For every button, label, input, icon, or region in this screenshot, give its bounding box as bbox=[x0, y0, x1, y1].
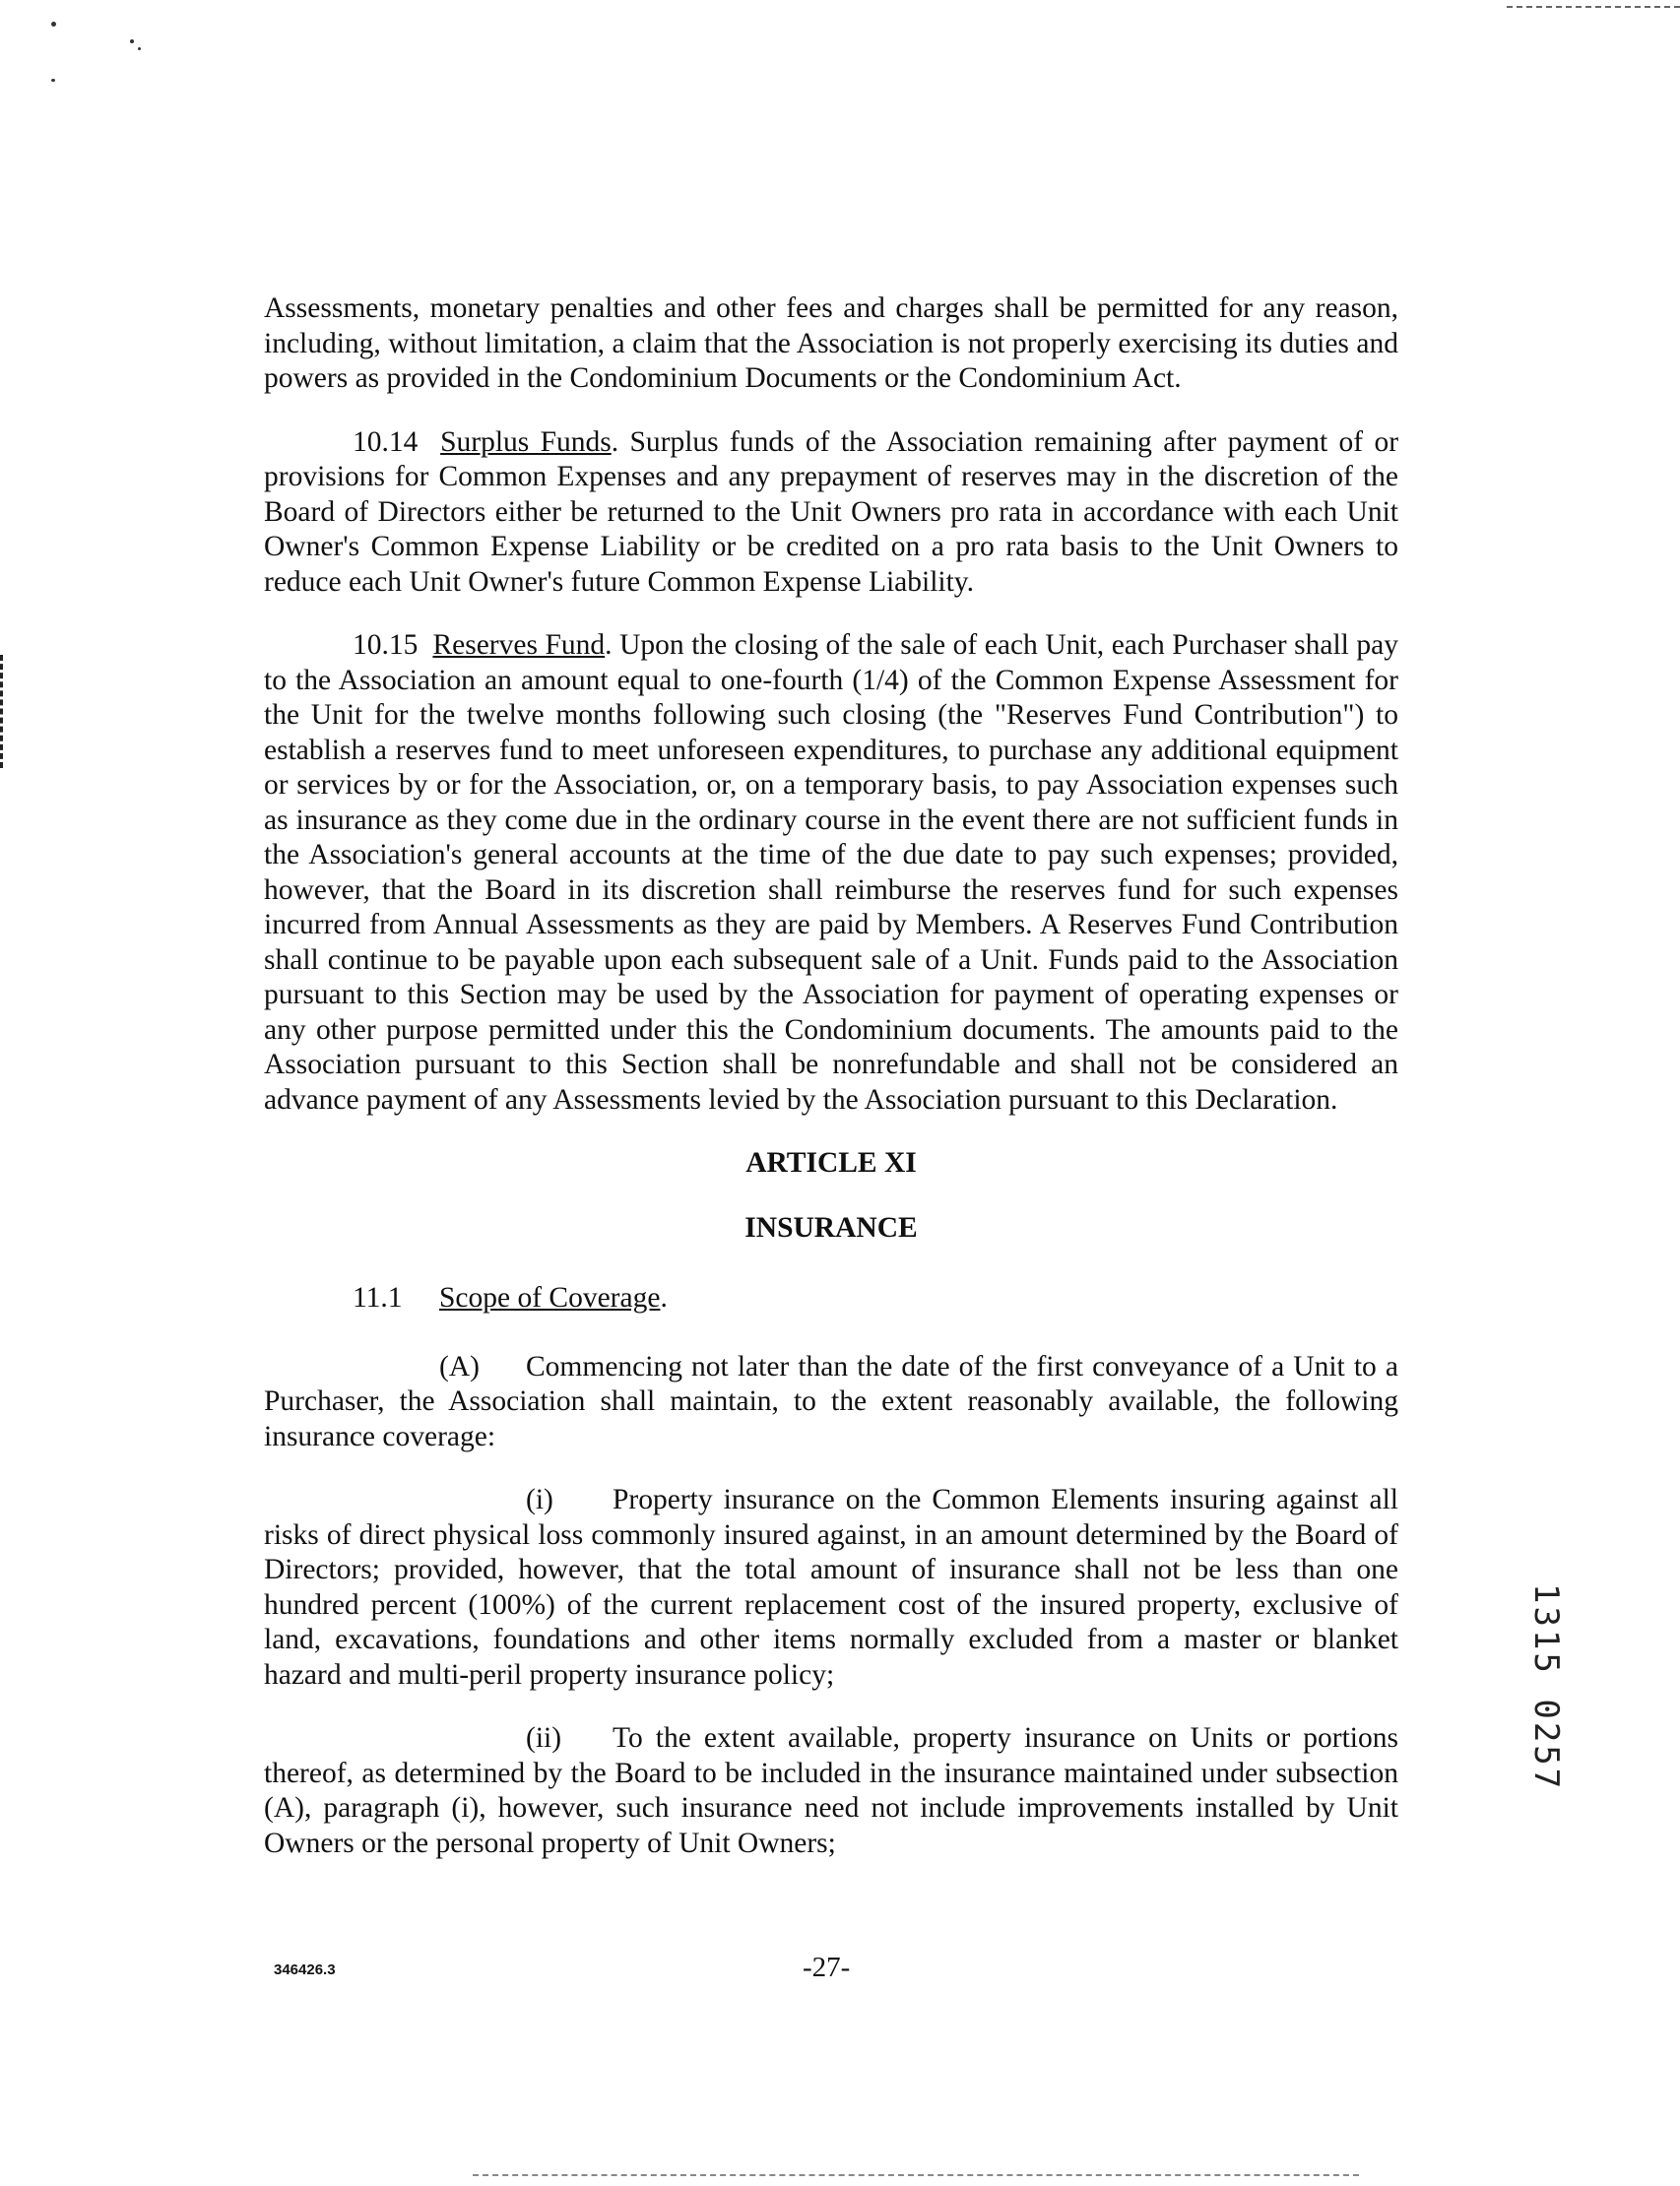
paragraph-label: (i) bbox=[526, 1484, 553, 1515]
section-10-14 bbox=[264, 425, 1398, 601]
continuation-paragraph: Assessments, monetary penalties and other fees and charges shall be permitted for any reason, including, without limitation, a claim that the Association is not properly exercising its duties and powers as provided in the Condominium Documents or the Condominium Act. bbox=[264, 292, 1398, 394]
section-heading: Scope of Coverage bbox=[439, 1282, 661, 1314]
section-number: 10.14 bbox=[353, 425, 419, 458]
paragraph-label: (ii) bbox=[526, 1722, 562, 1754]
page-number: -27- bbox=[803, 1952, 851, 1983]
section-11-1 bbox=[353, 1281, 1398, 1317]
paragraph-body: Property insurance on the Common Elements insuring against all risks of direct physical loss commonly insured against, in an amount determined by the Board of Directors; provided, however, that the total amount of insurance shall not be less than one hundred percent (100%) of the current replacement cost of the insured property, exclusive of land, excavations, foundations and other items normally excluded from a master or blanket hazard and multi-peril property insurance policy; bbox=[264, 1484, 1398, 1691]
recording-stamp: 1315 0257 bbox=[1526, 1583, 1566, 1792]
section-heading: Surplus Funds bbox=[440, 425, 612, 458]
section-heading: Reserves Fund bbox=[432, 629, 606, 661]
paragraph-i bbox=[264, 1483, 1398, 1693]
section-number: 10.15 bbox=[353, 629, 419, 661]
paragraph-body: To the extent available, property insurance on Units or portions thereof, as determined by the Board to be included in the insurance maintained under subsection (A), paragraph (i), however, such insurance need not include improvements installed by Unit Owners or the personal property of Unit Owners; bbox=[264, 1722, 1398, 1859]
section-10-15 bbox=[264, 628, 1398, 1118]
article-title: INSURANCE bbox=[744, 1211, 918, 1244]
section-body: . Upon the closing of the sale of each Unit, each Purchaser shall pay to the Association an amount equal to one-fourth (1/4) of the Common Expense Assessment for the Unit for the twelve months following such closing (the "Reserves Fund Contribution") to establish a reserves fund to meet unforeseen expenditures, to purchase any additional equipment or services by or for the Association, or, on a temporary basis, to pay Association expenses such as insurance as they come due in the ordinary course in the event there are not sufficient funds in the Association's general accounts at the time of the due date to pay such expenses; provided, however, that the Board in its discretion shall reimburse the reserves fund for such expenses incurred from Annual Assessments as they are paid by Members. A Reserves Fund Contribution shall continue to be payable upon each subsequent sale of a Unit. Funds paid to the Association pursuant to this Section may be used by the Association for payment of operating expenses or any other purpose permitted under this the Condominium documents. The amounts paid to the Association pursuant to this Section shall be nonrefundable and shall not be considered an advance payment of any Assessments levied by the Association pursuant to this Declaration. bbox=[264, 629, 1398, 1116]
document-body bbox=[264, 291, 1398, 1890]
section-body: . Surplus funds of the Association remaining after payment of or provisions for Common Expenses and any prepayment of reserves may in the discretion of the Board of Directors either be returned to the Unit Owners pro rata in accordance with each Unit Owner's Common Expense Liability or be credited on a pro rata basis to the Unit Owners to reduce each Unit Owner's future Common Expense Liability. bbox=[264, 425, 1399, 598]
scan-speck bbox=[130, 39, 134, 43]
subsection-a bbox=[264, 1350, 1398, 1455]
subsection-body: Commencing not later than the date of the first conveyance of a Unit to a Purchaser, the Association shall maintain, to the extent reasonably available, the following insurance coverage: bbox=[264, 1350, 1398, 1452]
scan-speck bbox=[138, 47, 141, 50]
section-number: 11.1 bbox=[353, 1282, 403, 1314]
scan-artifact-top bbox=[1507, 6, 1680, 8]
scan-speck bbox=[51, 79, 55, 82]
section-heading-period: . bbox=[660, 1282, 668, 1314]
scan-artifact-bottom bbox=[473, 2174, 1359, 2176]
scan-artifact-left-edge bbox=[0, 655, 7, 768]
paragraph-ii bbox=[264, 1721, 1398, 1861]
document-id: 346426.3 bbox=[274, 1961, 336, 1978]
scan-speck bbox=[51, 22, 56, 27]
subsection-label: (A) bbox=[439, 1350, 480, 1382]
article-heading: ARTICLE XI bbox=[745, 1147, 917, 1179]
